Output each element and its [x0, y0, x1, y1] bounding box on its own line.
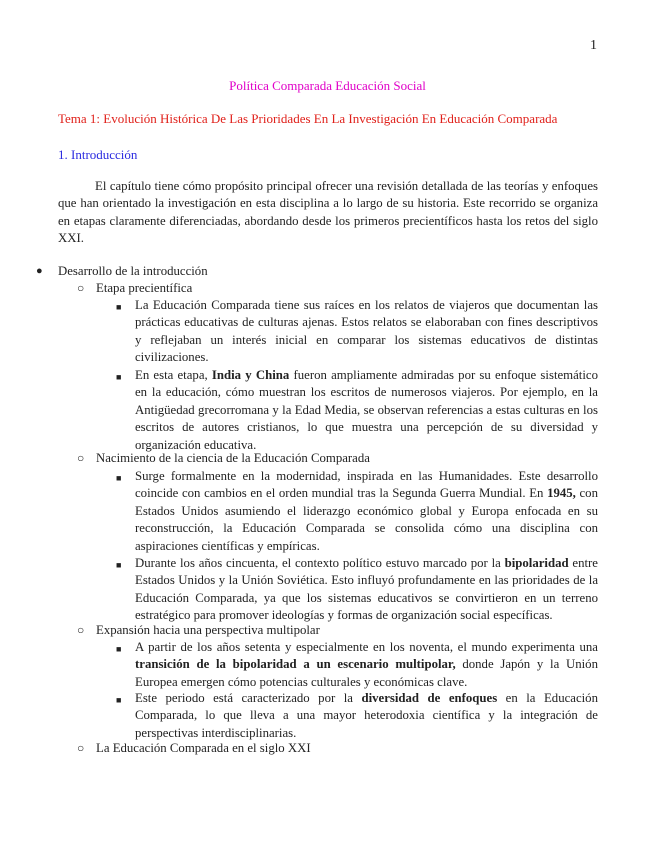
list-item: Surge formalmente en la modernidad, inspirada en las Humanidades. Este desarrollo coincide con cambios en el orden mundial tras la Segunda Guerra Mundial. En 1945, con Estados Unidos asumiendo el liderazgo económico global y Europa enfocada en su reconstrucción, la Educación Comparada se consolida cómo una disciplina con aspiraciones científicas y empíricas.	[135, 469, 598, 553]
bullet-square: ■	[116, 644, 122, 654]
bullet-square: ■	[116, 560, 122, 570]
bullet-circle: ○	[77, 281, 85, 295]
list-item: Durante los años cincuenta, el contexto político estuvo marcado por la bipolaridad entre Estados Unidos y la Unión Soviética. Esto influyó profundamente en las prioridades de la Educación Comparada, ya que los sistemas educativos se convirtieron en un terreno estratégico para promover ideologías y formas de organización social específicas.	[135, 556, 598, 623]
list-item-top: Desarrollo de la introducción	[58, 264, 208, 278]
subheading-nacimiento: Nacimiento de la ciencia de la Educación Comparada	[96, 451, 370, 465]
bullet-circle: ○	[77, 623, 85, 637]
topic-heading: Tema 1: Evolución Histórica De Las Prioridades En La Investigación En Educación Comparada	[58, 111, 558, 126]
bullet-square: ■	[116, 372, 122, 382]
list-item: La Educación Comparada tiene sus raíces en los relatos de viajeros que documentan las prácticas educativas de culturas ajenas. Estos relatos se elaboraban con fines descriptivos y reflejaban un interés inicial en comparar los sistemas educativos de distintas civilizaciones.	[135, 298, 598, 365]
subheading-siglo-xxi: La Educación Comparada en el siglo XXI	[96, 741, 311, 755]
bullet-square: ■	[116, 302, 122, 312]
page-number: 1	[590, 38, 597, 53]
document-title: Política Comparada Educación Social	[229, 78, 426, 93]
list-item: A partir de los años setenta y especialmente en los noventa, el mundo experimenta una transición de la bipolaridad a un escenario multipolar, donde Japón y la Unión Europea emergen cómo potencias culturales y económicas clave.	[135, 640, 598, 689]
subheading-precientifica: Etapa precientífica	[96, 281, 193, 295]
bullet-square: ■	[116, 473, 122, 483]
subheading-expansion: Expansión hacia una perspectiva multipolar	[96, 623, 320, 637]
intro-paragraph: El capítulo tiene cómo propósito principal ofrecer una revisión detallada de las teorías y enfoques que han orientado la investigación en esta disciplina a lo largo de su historia. Este recorrido se organiza en etapas claramente diferenciadas, abordando desde los primeros precientíficos hasta los retos del siglo XXI.	[58, 179, 598, 246]
list-item: En esta etapa, India y China fueron ampliamente admiradas por su enfoque sistemático en la educación, cómo muestran los escritos de numerosos viajeros. Por ejemplo, en la Antigüedad grecorromana y la Edad Media, se observan referencias a estas culturas en los escritos de autores cristianos, lo que muestra una percepción de su diversidad y organización educativa.	[135, 368, 598, 452]
bullet-circle: ○	[77, 451, 85, 465]
bullet-dot: ●	[36, 265, 43, 277]
bullet-square: ■	[116, 695, 122, 705]
bullet-circle: ○	[77, 741, 85, 755]
list-item: Este periodo está caracterizado por la diversidad de enfoques en la Educación Comparada, lo que lleva a una mayor heterodoxia científica y la integración de perspectivas interdisciplinarias.	[135, 691, 598, 740]
section-heading-introduction: 1. Introducción	[58, 147, 138, 162]
